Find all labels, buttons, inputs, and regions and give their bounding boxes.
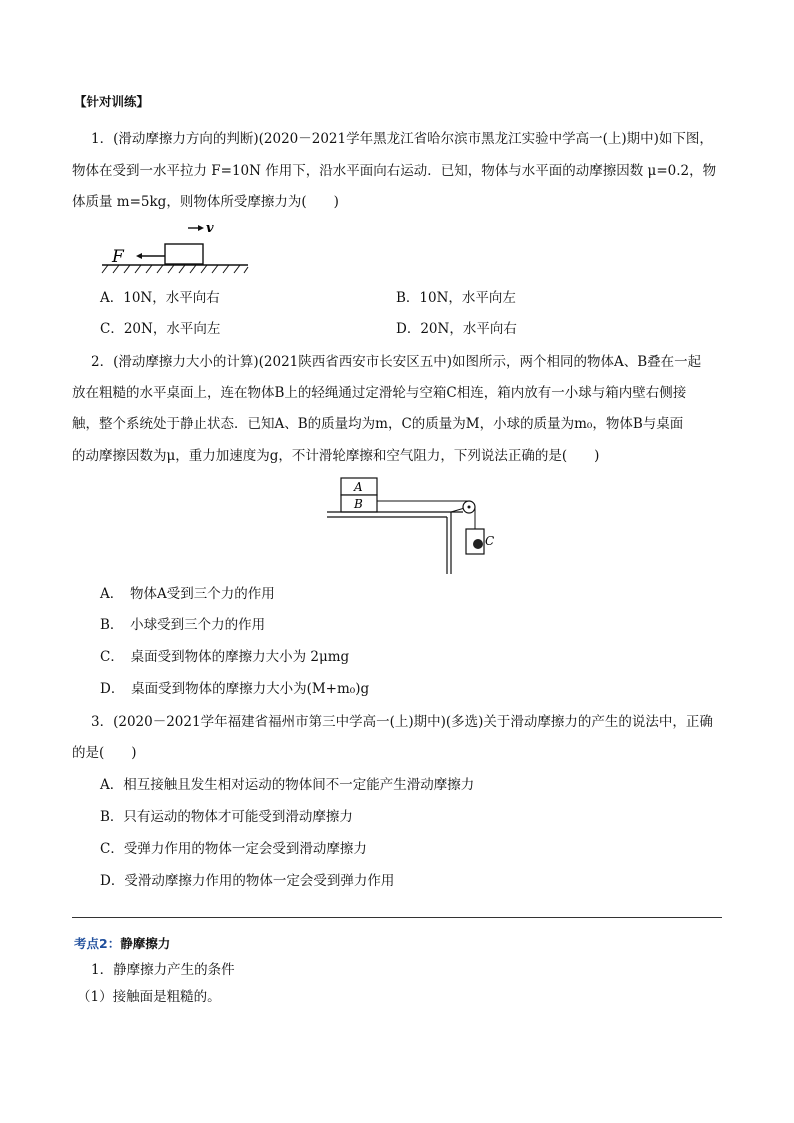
q2-stem-line4: 的动摩擦因数为μ，重力加速度为g，不计滑轮摩擦和空气阻力，下列说法正确的是( ) bbox=[72, 448, 600, 464]
section-header: 【针对训练】 bbox=[74, 94, 150, 109]
q2-box-c-label: C bbox=[485, 534, 495, 548]
q1-F-label: F bbox=[112, 247, 124, 267]
q2-block-b-label: B bbox=[354, 497, 363, 511]
kaodian-label: 考点2： bbox=[74, 936, 121, 951]
q1-v-label: v bbox=[206, 221, 214, 236]
q2-stem-line3: 触，整个系统处于静止状态．已知A、B的质量均为m，C的质量为M，小球的质量为m₀，物体B与桌面 bbox=[72, 416, 684, 432]
q2-option-b: B． 小球受到三个力的作用 bbox=[100, 617, 266, 633]
kaodian-heading bbox=[74, 935, 170, 953]
q1-stem-line1: 1．(滑动摩擦力方向的判断)(2020－2021学年黑龙江省哈尔滨市黑龙江实验中学高一(上)期中)如下图， bbox=[91, 131, 713, 147]
kaodian-item-1-1: （1）接触面是粗糙的。 bbox=[77, 989, 221, 1005]
q3-option-a: A．相互接触且发生相对运动的物体间不一定能产生滑动摩擦力 bbox=[100, 777, 475, 793]
q2-option-c: C． 桌面受到物体的摩擦力大小为 2μmg bbox=[100, 649, 350, 665]
q3-stem-line2: 的是( ) bbox=[72, 745, 137, 761]
q2-ball bbox=[473, 539, 483, 549]
q2-option-a: A． 物体A受到三个力的作用 bbox=[100, 586, 275, 602]
q2-option-d: D． 桌面受到物体的摩擦力大小为(M+m₀)g bbox=[100, 681, 370, 697]
q1-stem-line2: 物体在受到一水平拉力 F=10N 作用下，沿水平面向右运动．已知，物体与水平面的动摩擦因数 μ=0.2，物 bbox=[72, 163, 717, 179]
q3-option-d: D．受滑动摩擦力作用的物体一定会受到弹力作用 bbox=[100, 873, 395, 889]
q1-option-a: A．10N，水平向右 bbox=[100, 290, 220, 306]
section-divider bbox=[72, 917, 722, 918]
q1-stem-line3: 体质量 m=5kg，则物体所受摩擦力为( ) bbox=[72, 194, 339, 210]
kaodian-item-1: 1．静摩擦力产生的条件 bbox=[91, 962, 235, 978]
q1-option-c: C．20N，水平向左 bbox=[100, 321, 221, 337]
q2-stem-line2: 放在粗糙的水平桌面上，连在物体B上的轻绳通过定滑轮与空箱C相连，箱内放有一小球与箱内壁右侧接 bbox=[72, 385, 687, 401]
q3-stem-line1: 3．(2020－2021学年福建省福州市第三中学高一(上)期中)(多选)关于滑动摩擦力的产生的说法中，正确 bbox=[91, 714, 713, 730]
q1-block-diagram bbox=[98, 217, 254, 275]
q2-pulley-diagram bbox=[325, 474, 505, 578]
q3-option-c: C．受弹力作用的物体一定会受到滑动摩擦力 bbox=[100, 841, 367, 857]
kaodian-title: 静摩擦力 bbox=[120, 936, 171, 951]
q1-option-d: D．20N，水平向右 bbox=[396, 321, 517, 337]
q3-option-b: B．只有运动的物体才可能受到滑动摩擦力 bbox=[100, 809, 353, 825]
q2-stem-line1: 2．(滑动摩擦力大小的计算)(2021陕西省西安市长安区五中)如图所示，两个相同的物体A、B叠在一起 bbox=[91, 354, 702, 370]
q1-block bbox=[165, 244, 203, 264]
q1-option-b: B．10N，水平向左 bbox=[396, 290, 516, 306]
q2-block-a-label: A bbox=[354, 480, 363, 494]
